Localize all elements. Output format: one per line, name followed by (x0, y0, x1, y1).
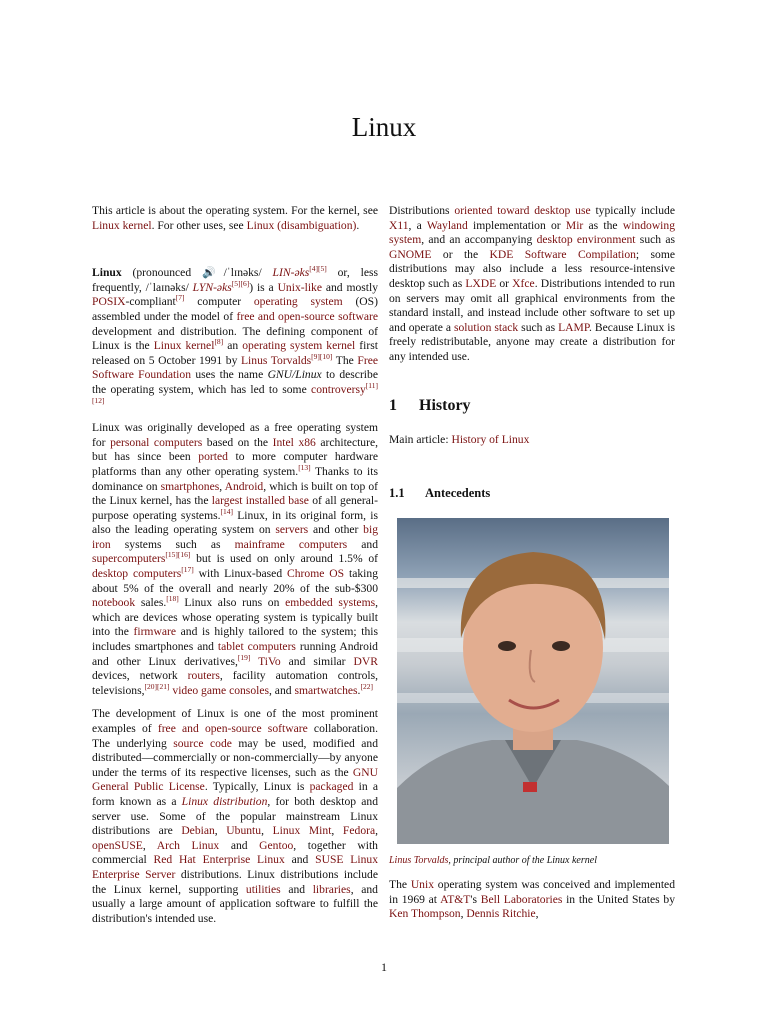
link-lxde[interactable]: LXDE (465, 276, 497, 290)
paragraph-2: Linux was originally developed as a free operating system for personal computers based on the Intel x86 architecture, but has since been ported to more computer hardware platforms than any other operating system.[13] Thanks to its dominance on smartphones, Android, which is built on top of the Linux kernel, has the largest installed base of all general-purpose operating systems.[14] Linux, in its original form, is also the leading operating system on servers and other big iron systems such as mainframe computers and supercomputers[15][16] but is used on only around 1.5% of desktop computers[17] with Linux-based Chrome OS taking about 5% of the overall and nearly 20% of the sub-$300 notebook sales.[18] Linux also runs on embedded systems, which are devices whose operating system is typically built into the firmware and is highly tailored to the system; this includes smartphones and tablet computers running Android and other Linux derivatives,[19] TiVo and similar DVR devices, network routers, facility automation controls, televisions,[20][21] video game consoles, and smartwatches.[22] (92, 421, 379, 697)
portrait-illustration (397, 518, 669, 844)
link-torvalds[interactable]: Linus Torvalds (240, 353, 312, 367)
link-fedora[interactable]: Fedora (342, 824, 376, 838)
paragraph-3: The development of Linux is one of the most prominent examples of free and open-source software collaboration. The underlying source code may be used, modified and distributed—commercially or non-commercially—by anyone under the terms of its respective licenses, such as the GNU General Public License. Typically, Linux is packaged in a form known as a Linux distribution, for both desktop and server use. Some of the popular mainstream Linux distributions are Debian, Ubuntu, Linux Mint, Fedora, openSUSE, Arch Linux and Gentoo, together with commercial Red Hat Enterprise Linux and SUSE Linux Enterprise Server distributions. Linux distributions include the Linux kernel, supporting utilities and libraries, and usually a large amount of application software to fulfill the distribution's intended use. (92, 707, 379, 925)
link-embedded-systems[interactable]: embedded systems (285, 596, 376, 610)
link-mainframe[interactable]: mainframe computers (234, 537, 348, 551)
link-mir[interactable]: Mir (565, 218, 584, 232)
page-number: 1 (381, 960, 387, 974)
figure-caption: Linus Torvalds, principal author of the Linux kernel (389, 855, 597, 867)
link-big-iron[interactable]: big iron (92, 523, 378, 551)
link-operating-system[interactable]: operating system (253, 295, 343, 309)
link-android[interactable]: Android (224, 479, 264, 493)
link-linux-kernel[interactable]: Linux kernel (92, 218, 152, 232)
link-notebook[interactable]: notebook (92, 596, 136, 610)
link-linux-distribution[interactable]: Linux distribution (181, 794, 268, 808)
intro-paragraph: Linux (pronounced 🔊/ˈlɪnəks/ LIN-əks[4][5] or, less frequently, /ˈlaɪnəks/ LYN-əks[5][6]) is a Unix-like and mostly POSIX-compliant[7] computer operating system (OS) assembled under the model of free and open-source software development and distribution. The defining component of Linux is the Linux kernel[8] an operating system kernel first released on 5 October 1991 by Linus Torvalds[9][10] The Free Software Foundation uses the name GNU/Linux to describe the operating system, which has led to some controversy[11][12] (92, 264, 379, 405)
link-arch-linux[interactable]: Arch Linux (156, 838, 220, 852)
link-dennis-ritchie[interactable]: Dennis Ritchie (466, 907, 536, 921)
link-pronunciation[interactable]: LIN-əks (272, 266, 310, 280)
link-ported[interactable]: ported (198, 450, 228, 464)
link-pronunciation-alt[interactable]: LYN-əks (192, 280, 232, 294)
page-title: Linux (351, 112, 417, 142)
link-firmware[interactable]: firmware (133, 625, 176, 639)
link-servers[interactable]: servers (275, 523, 309, 537)
link-libraries[interactable]: libraries (312, 882, 351, 896)
link-utilities[interactable]: utilities (245, 882, 281, 896)
link-opensuse[interactable]: openSUSE (92, 838, 143, 852)
link-fsf[interactable]: Free Software Foundation (92, 353, 378, 382)
link-routers[interactable]: routers (187, 669, 220, 683)
linus-torvalds-photo (397, 518, 669, 844)
link-rhel[interactable]: Red Hat Enterprise Linux (153, 853, 285, 867)
link-smartwatches[interactable]: smartwatches (294, 683, 358, 697)
section-heading-history: 1 History (389, 396, 471, 414)
link-gpl[interactable]: GNU General Public License (92, 765, 378, 794)
link-linux-disambiguation[interactable]: Linux (disambiguation) (246, 218, 357, 232)
link-bell-labs[interactable]: Bell Laboratories (480, 892, 563, 906)
link-gentoo[interactable]: Gentoo (259, 838, 294, 852)
link-windowing-system[interactable]: windowing system (389, 218, 675, 247)
paragraph-5: The Unix operating system was conceived and implemented in 1969 at AT&T's Bell Laboratories in the United States by Ken Thompson, Dennis Ritchie, (389, 877, 675, 921)
link-desktop-environment[interactable]: desktop environment (536, 233, 636, 247)
link-tablet-computers[interactable]: tablet computers (217, 640, 296, 654)
link-dvr[interactable]: DVR (353, 654, 378, 668)
link-debian[interactable]: Debian (181, 824, 215, 838)
link-smartphones[interactable]: smartphones (160, 479, 220, 493)
link-foss-2[interactable]: free and open-source software (157, 722, 308, 735)
link-desktop-computers[interactable]: desktop computers (92, 567, 182, 581)
link-ubuntu[interactable]: Ubuntu (226, 824, 262, 838)
left-column (92, 204, 378, 935)
hatnote: This article is about the operating system. For the kernel, see Linux kernel. For other uses, see Linux (disambiguation). (92, 204, 378, 232)
link-supercomputers[interactable]: supercomputers (92, 552, 166, 566)
link-posix[interactable]: POSIX (92, 295, 126, 309)
link-personal-computers[interactable]: personal computers (110, 435, 203, 449)
link-source-code[interactable]: source code (173, 736, 232, 750)
right-column (389, 204, 675, 931)
link-desktop-oriented[interactable]: oriented toward desktop use (454, 204, 591, 217)
link-os-kernel[interactable]: operating system kernel (242, 339, 356, 353)
link-sles[interactable]: SUSE Linux Enterprise Server (92, 853, 378, 881)
link-x11[interactable]: X11 (389, 218, 409, 232)
link-gnome[interactable]: GNOME (389, 247, 432, 261)
link-video-game-consoles[interactable]: video game consoles (172, 683, 269, 697)
link-intel-x86[interactable]: Intel x86 (272, 435, 316, 449)
link-kernel[interactable]: Linux kernel (153, 339, 215, 353)
link-att[interactable]: AT&T (440, 892, 471, 906)
main-article-note: Main article: History of Linux (389, 433, 530, 447)
link-xfce[interactable]: Xfce (512, 276, 535, 290)
paragraph-4: Distributions oriented toward desktop use typically include X11, a Wayland implementation or Mir as the windowing system, and an accompanying desktop environment such as GNOME or the KDE Software Compilation; some distributions may also include a less resource-intensive desktop such as LXDE or Xfce. Distributions intended to run on servers may omit all graphical environments from the standard install, and instead include other software to set up and operate a solution stack such as LAMP. Because Linux is freely redistributable, anyone may create a distribution for any intended use. (389, 204, 675, 363)
link-tivo[interactable]: TiVo (258, 654, 281, 668)
link-history-of-linux[interactable]: History of Linux (451, 433, 530, 447)
link-caption-torvalds[interactable]: Linus Torvalds (389, 855, 449, 867)
link-installed-base[interactable]: largest installed base (211, 494, 309, 508)
link-solution-stack[interactable]: solution stack (454, 320, 519, 334)
link-chrome-os[interactable]: Chrome OS (287, 567, 345, 581)
link-unix-like[interactable]: Unix-like (277, 280, 322, 294)
link-controversy[interactable]: controversy (311, 382, 366, 396)
link-linux-mint[interactable]: Linux Mint (272, 824, 332, 838)
speaker-icon[interactable]: 🔊 (202, 267, 224, 280)
link-unix[interactable]: Unix (410, 877, 434, 891)
link-ken-thompson[interactable]: Ken Thompson (389, 907, 461, 921)
link-lamp[interactable]: LAMP (558, 320, 590, 334)
link-foss[interactable]: free and open-source software (236, 309, 378, 323)
link-kde[interactable]: KDE Software Compilation (489, 247, 636, 261)
link-wayland[interactable]: Wayland (426, 218, 468, 232)
link-packaged[interactable]: packaged (309, 780, 354, 794)
section-heading-antecedents: 1.1 Antecedents (389, 485, 491, 500)
